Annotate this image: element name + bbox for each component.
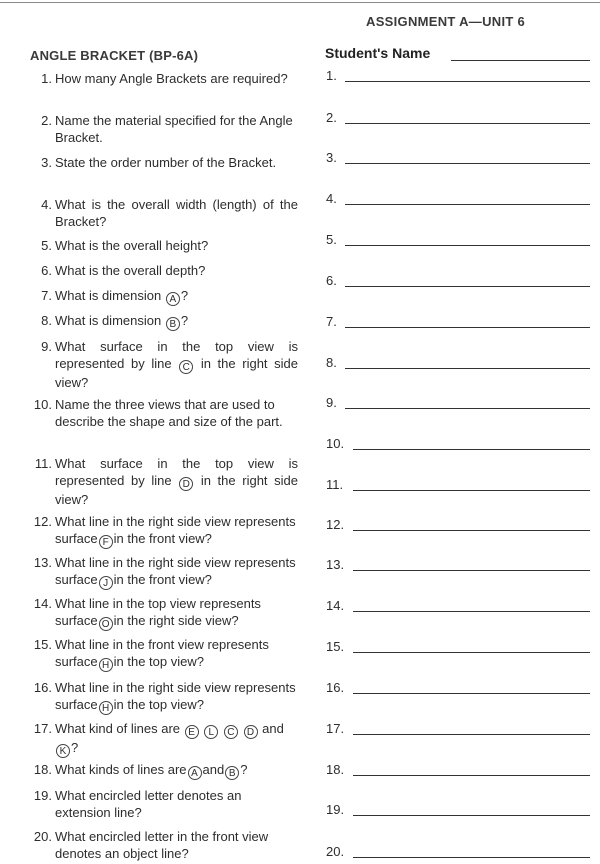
answer-number: 1.	[326, 68, 337, 83]
question-item	[30, 787, 298, 821]
encircled-letter: A	[188, 766, 202, 780]
answer-number: 20.	[326, 844, 345, 859]
question-item	[30, 237, 298, 254]
question-item	[30, 595, 298, 631]
question-number: 15.	[33, 637, 52, 652]
answer-line[interactable]	[345, 81, 590, 82]
question-text	[55, 636, 298, 672]
encircled-letter: B	[225, 766, 239, 780]
question-text	[55, 287, 298, 306]
answer-line[interactable]	[353, 652, 590, 653]
answer-item[interactable]	[326, 557, 590, 575]
question-text-part: What kind of lines are	[55, 721, 184, 736]
question-text	[55, 679, 298, 715]
question-number: 3.	[41, 155, 52, 170]
encircled-letter: C	[224, 725, 238, 739]
question-text-part: What line in the right side view represents surface	[55, 680, 296, 712]
encircled-letter: C	[179, 360, 193, 374]
question-item	[30, 112, 298, 146]
question-text	[55, 787, 298, 821]
answer-number: 5.	[326, 232, 337, 247]
question-text	[55, 154, 298, 171]
answer-number: 7.	[326, 314, 337, 329]
question-text-part: ?	[71, 740, 79, 755]
encircled-letter: D	[244, 725, 258, 739]
question-text-part: What surface in the top view is represented by line	[55, 456, 298, 488]
question-text	[55, 312, 298, 331]
answer-line[interactable]	[353, 775, 590, 776]
answer-item[interactable]	[326, 721, 590, 739]
answer-number: 9.	[326, 395, 337, 410]
question-text-part: in the top view?	[113, 697, 204, 712]
answer-number: 18.	[326, 762, 345, 777]
question-number: 5.	[41, 238, 52, 253]
question-number: 2.	[41, 113, 52, 128]
encircled-letter: B	[166, 317, 180, 331]
question-text-part: in the right side view?	[55, 473, 298, 507]
answer-number: 4.	[326, 191, 337, 206]
question-item	[30, 720, 298, 758]
question-text-part: How many Angle Brackets are required?	[55, 71, 288, 86]
question-text	[55, 262, 298, 279]
question-item	[30, 287, 298, 306]
question-text-part: What is the overall width (length) of the Bracket?	[55, 197, 298, 229]
answer-number: 12.	[326, 517, 345, 532]
question-text-part: and	[202, 762, 225, 777]
question-text-part	[200, 721, 204, 736]
answer-line[interactable]	[345, 327, 590, 328]
encircled-letter: H	[99, 658, 113, 672]
question-text-part: What kinds of lines are	[55, 762, 187, 777]
answer-line[interactable]	[345, 123, 590, 124]
encircled-letter: E	[185, 725, 199, 739]
question-text	[55, 196, 298, 230]
answer-item[interactable]	[326, 110, 590, 128]
question-text	[55, 112, 298, 146]
question-text-part: in the top view?	[113, 654, 204, 669]
answer-item[interactable]	[326, 762, 590, 780]
answer-item[interactable]	[326, 68, 590, 86]
question-number: 11.	[34, 456, 52, 471]
question-item	[30, 554, 298, 590]
answer-number: 15.	[326, 639, 345, 654]
answer-item[interactable]	[326, 680, 590, 698]
question-item	[30, 262, 298, 279]
answer-line[interactable]	[353, 490, 590, 491]
question-number: 16.	[33, 680, 52, 695]
question-text-part: State the order number of the Bracket.	[55, 155, 277, 170]
answer-number: 6.	[326, 273, 337, 288]
answer-number: 16.	[326, 680, 345, 695]
question-text-part: What is dimension	[55, 288, 165, 303]
encircled-letter: A	[166, 292, 180, 306]
question-text-part: in the right side view?	[55, 356, 298, 390]
answer-line[interactable]	[353, 734, 590, 735]
encircled-letter: K	[56, 744, 70, 758]
answer-item[interactable]	[326, 273, 590, 291]
section-title: ANGLE BRACKET (BP-6A)	[30, 48, 199, 63]
answer-item[interactable]	[326, 517, 590, 535]
answer-number: 10.	[326, 436, 345, 451]
question-number: 12.	[33, 514, 52, 529]
question-text-part: What line in the front view represents surface	[55, 637, 269, 669]
question-number: 14.	[33, 596, 52, 611]
question-text-part: What line in the top view represents surface	[55, 596, 261, 628]
question-text	[55, 396, 298, 430]
question-number: 10.	[33, 397, 52, 412]
question-number: 18.	[33, 762, 52, 777]
question-text-part: What is the overall height?	[55, 238, 209, 253]
question-text	[55, 595, 298, 631]
question-text-part: in the front view?	[113, 531, 212, 546]
answer-item[interactable]	[326, 150, 590, 168]
question-text-part: What is the overall depth?	[55, 263, 206, 278]
question-item	[30, 196, 298, 230]
question-text-part: What line in the right side view represents surface	[55, 514, 296, 546]
answer-line[interactable]	[353, 449, 590, 450]
student-name-label: Student's Name	[325, 45, 431, 61]
answer-number: 3.	[326, 150, 337, 165]
question-number: 8.	[41, 313, 52, 328]
question-text	[55, 513, 298, 549]
question-text-part: Name the three views that are used to describe the shape and size of the part.	[55, 397, 283, 429]
question-text-part: in the front view?	[113, 572, 212, 587]
question-item	[30, 761, 298, 780]
answer-line[interactable]	[353, 570, 590, 571]
question-text	[55, 761, 298, 780]
answer-line[interactable]	[345, 163, 590, 164]
answer-number: 17.	[326, 721, 345, 736]
assignment-heading: ASSIGNMENT A—UNIT 6	[366, 14, 526, 29]
question-text-part: What line in the right side view represents surface	[55, 555, 296, 587]
top-rule	[0, 2, 600, 3]
answer-number: 8.	[326, 355, 337, 370]
question-item	[30, 70, 298, 87]
question-text-part: ?	[240, 762, 248, 777]
question-number: 9.	[41, 339, 52, 354]
question-number: 7.	[41, 288, 52, 303]
answer-line[interactable]	[345, 245, 590, 246]
answer-item[interactable]	[326, 477, 590, 495]
question-text	[55, 554, 298, 590]
answer-item[interactable]	[326, 191, 590, 209]
question-text-part: What encircled letter denotes an extension line?	[55, 788, 242, 820]
question-item	[30, 154, 298, 171]
encircled-letter: H	[99, 701, 113, 715]
encircled-letter: F	[99, 535, 113, 549]
question-text-part: What encircled letter in the front view denotes an object line?	[55, 829, 269, 861]
encircled-letter: L	[204, 725, 218, 739]
student-name-field[interactable]	[325, 45, 590, 65]
encircled-letter: O	[99, 617, 113, 631]
question-text	[55, 338, 298, 391]
question-item	[30, 636, 298, 672]
question-text-part: Name the material specified for the Angle Bracket.	[55, 113, 293, 145]
encircled-letter: J	[99, 576, 113, 590]
answer-line[interactable]	[353, 530, 590, 531]
question-item	[30, 312, 298, 331]
question-text-part: ?	[180, 313, 189, 328]
answer-item[interactable]	[326, 436, 590, 454]
answer-line[interactable]	[353, 815, 590, 816]
answer-item[interactable]	[326, 802, 590, 820]
question-text-part: What is dimension	[55, 313, 165, 328]
question-number: 4.	[41, 197, 52, 212]
question-text-part: in the right side view?	[113, 613, 239, 628]
answer-line[interactable]	[345, 368, 590, 369]
question-text-part: What surface in the top view is represented by line	[55, 339, 298, 371]
answer-line[interactable]	[345, 408, 590, 409]
answer-item[interactable]	[326, 395, 590, 413]
answer-number: 14.	[326, 598, 345, 613]
answer-item[interactable]	[326, 355, 590, 373]
answer-item[interactable]	[326, 314, 590, 332]
encircled-letter: D	[179, 477, 193, 491]
question-item	[30, 338, 298, 391]
question-text-part	[219, 721, 223, 736]
question-text-part: ?	[180, 288, 189, 303]
answer-number: 13.	[326, 557, 345, 572]
question-number: 13.	[33, 555, 52, 570]
question-text	[55, 720, 298, 758]
question-text-part	[239, 721, 243, 736]
question-number: 19.	[33, 788, 52, 803]
question-number: 6.	[41, 263, 52, 278]
question-text	[55, 828, 298, 862]
answer-line[interactable]	[345, 286, 590, 287]
answer-item[interactable]	[326, 598, 590, 616]
question-item	[30, 455, 298, 508]
answer-item[interactable]	[326, 844, 590, 862]
answer-number: 11.	[326, 477, 344, 492]
question-text	[55, 455, 298, 508]
question-number: 1.	[41, 71, 52, 86]
question-item	[30, 396, 298, 430]
question-item	[30, 513, 298, 549]
student-name-line[interactable]	[451, 60, 590, 61]
question-text	[55, 237, 298, 254]
answer-line[interactable]	[353, 857, 590, 858]
answer-number: 19.	[326, 802, 345, 817]
question-number: 17.	[33, 721, 52, 736]
question-number: 20.	[33, 829, 52, 844]
question-item	[30, 679, 298, 715]
answer-item[interactable]	[326, 639, 590, 657]
question-text	[55, 70, 298, 87]
question-text-part: and	[258, 721, 284, 736]
answer-line[interactable]	[345, 204, 590, 205]
answer-item[interactable]	[326, 232, 590, 250]
answer-number: 2.	[326, 110, 337, 125]
answer-line[interactable]	[353, 693, 590, 694]
question-item	[30, 828, 298, 862]
answer-line[interactable]	[353, 611, 590, 612]
